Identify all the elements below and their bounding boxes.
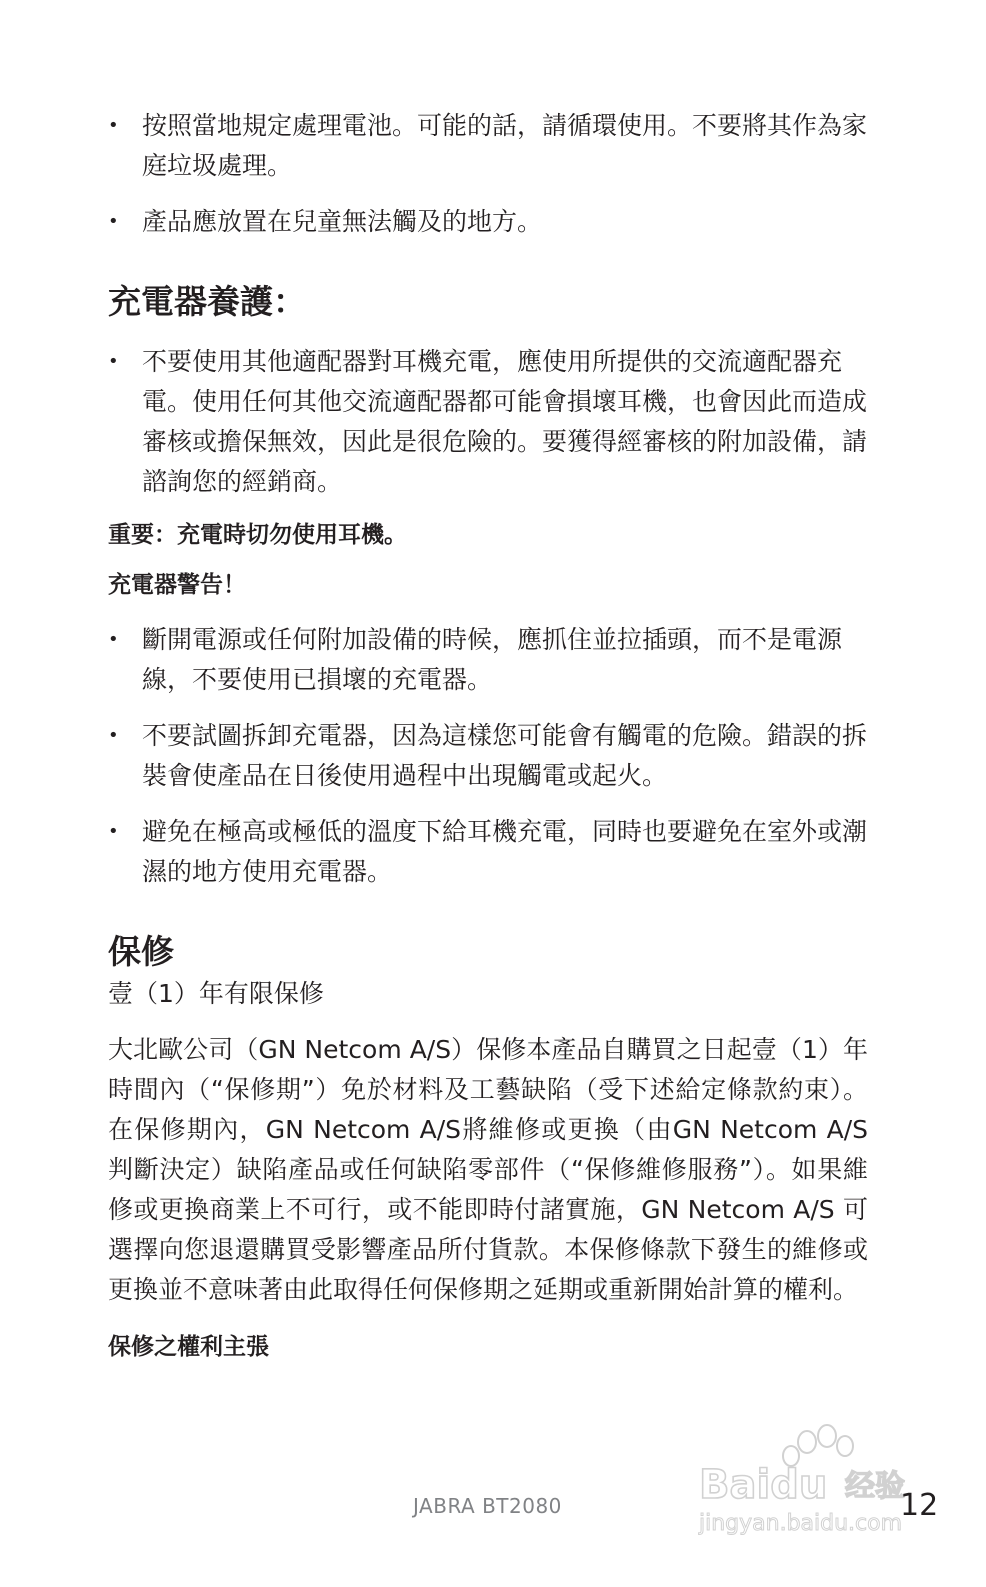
warranty-subtitle: 壹（1）年有限保修 — [108, 979, 324, 1008]
manual-page — [108, 102, 868, 1364]
warranty-heading: 保修 — [108, 932, 174, 971]
baidu-jingyan-watermark — [695, 1420, 925, 1540]
charger-warning-heading: 充電器警告！ — [108, 572, 246, 598]
charger-warning-list — [108, 620, 868, 892]
watermark-label: 经验 — [845, 1469, 905, 1504]
warranty-body: 大北歐公司（GN Netcom A/S）保修本產品自購買之日起壹（1）年時間內（“保修期”）免於材料及工藝缺陷（受下述給定條款約束）。在保修期內，GN Netcom A/S將維修或更換（由GN Netcom A/S 判斷決定）缺陷產品或任何缺陷零部件（“保修維修服務”）。如果維修或更換商業上不可行，或不能即時付諸實施，GN Netcom A/S 可選擇向您退還購買受影響產品所付貨款。本保修條款下發生的維修或更換並不意味著由此取得任何保修期之延期或重新開始計算的權利。 — [108, 1035, 868, 1304]
list-item: • 產品應放置在兒童無法觸及的地方。 — [108, 202, 868, 242]
important-note: 重要：充電時切勿使用耳機。 — [108, 522, 407, 548]
watermark-brand: Baidu — [699, 1462, 828, 1508]
footer-model: JABRA BT2080 — [413, 1494, 562, 1518]
charger-care-heading: 充電器養護： — [108, 282, 306, 321]
watermark-url: jingyan.baidu.com — [699, 1511, 903, 1536]
battery-bullet-list — [108, 106, 868, 242]
list-item: • 不要試圖拆卸充電器，因為這樣您可能會有觸電的危險。錯誤的拆裝會使產品在日後使用過程中出現觸電或起火。 — [108, 716, 868, 796]
list-item: • 不要使用其他適配器對耳機充電，應使用所提供的交流適配器充電。使用任何其他交流適配器都可能會損壞耳機，也會因此而造成審核或擔保無效，因此是很危險的。要獲得經審核的附加設備，請諮詢您的經銷商。 — [108, 342, 868, 502]
list-item: • 避免在極高或極低的溫度下給耳機充電，同時也要避免在室外或潮濕的地方使用充電器。 — [108, 812, 868, 892]
list-item: • 斷開電源或任何附加設備的時候，應抓住並拉插頭，而不是電源線，不要使用已損壞的充電器。 — [108, 620, 868, 700]
warranty-claim-heading: 保修之權利主張 — [108, 1334, 269, 1360]
list-item: • 按照當地規定處理電池。可能的話，請循環使用。不要將其作為家庭垃圾處理。 — [108, 106, 868, 186]
page-number: 12 — [900, 1488, 939, 1523]
